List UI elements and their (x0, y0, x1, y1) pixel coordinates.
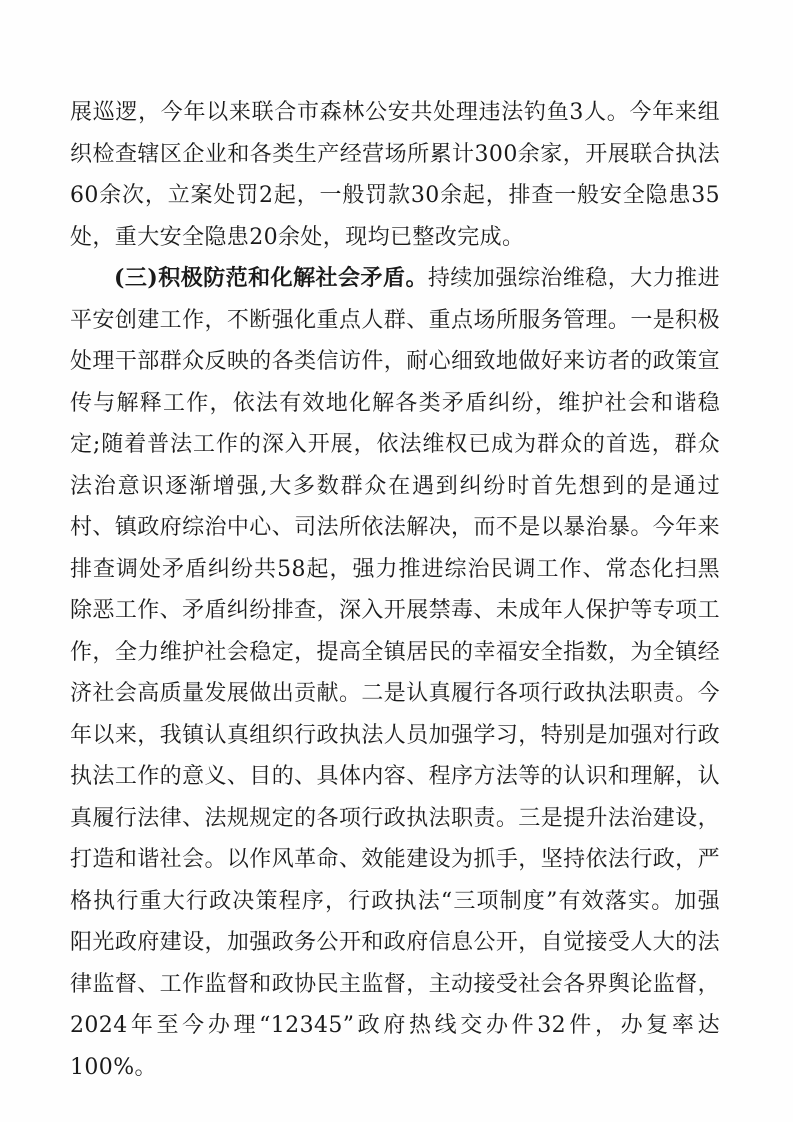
section-heading: (三)积极防范和化解社会矛盾。 (114, 265, 428, 291)
paragraph-2 (70, 258, 720, 1088)
paragraph-1: 展巡逻，今年以来联合市森林公安共处理违法钓鱼3人。今年来组织检查辖区企业和各类生产经营场所累计300余家，开展联合执法60余次，立案处罚2起，一般罚款30余起，排查一般安全隐患35处，重大安全隐患20余处，现均已整改完成。 (70, 100, 720, 250)
paragraph-2-body: 持续加强综治维稳，大力推进平安创建工作，不断强化重点人群、重点场所服务管理。一是积极处理干部群众反映的各类信访件，耐心细致地做好来访者的政策宣传与解释工作，依法有效地化解各类矛盾纠纷，维护社会和谐稳定;随着普法工作的深入开展，依法维权已成为群众的首选，群众法治意识逐渐增强,大多数群众在遇到纠纷时首先想到的是通过村、镇政府综治中心、司法所依法解决，而不是以暴治暴。今年来排查调处矛盾纠纷共58起，强力推进综治民调工作、常态化扫黑除恶工作、矛盾纠纷排查，深入开展禁毒、未成年人保护等专项工作，全力维护社会稳定，提高全镇居民的幸福安全指数，为全镇经济社会高质量发展做出贡献。二是认真履行各项行政执法职责。今年以来，我镇认真组织行政执法人员加强学习，特别是加强对行政执法工作的意义、目的、具体内容、程序方法等的认识和理解，认真履行法律、法规规定的各项行政执法职责。三是提升法治建设，打造和谐社会。以作风革命、效能建设为抓手，坚持依法行政，严格执行重大行政决策程序，行政执法“三项制度”有效落实。加强阳光政府建设，加强政务公开和政府信息公开，自觉接受人大的法律监督、工作监督和政协民主监督，主动接受社会各界舆论监督，2024年至今办理“12345”政府热线交办件32件，办复率达100%。 (70, 266, 720, 1080)
document-body (70, 92, 720, 1088)
